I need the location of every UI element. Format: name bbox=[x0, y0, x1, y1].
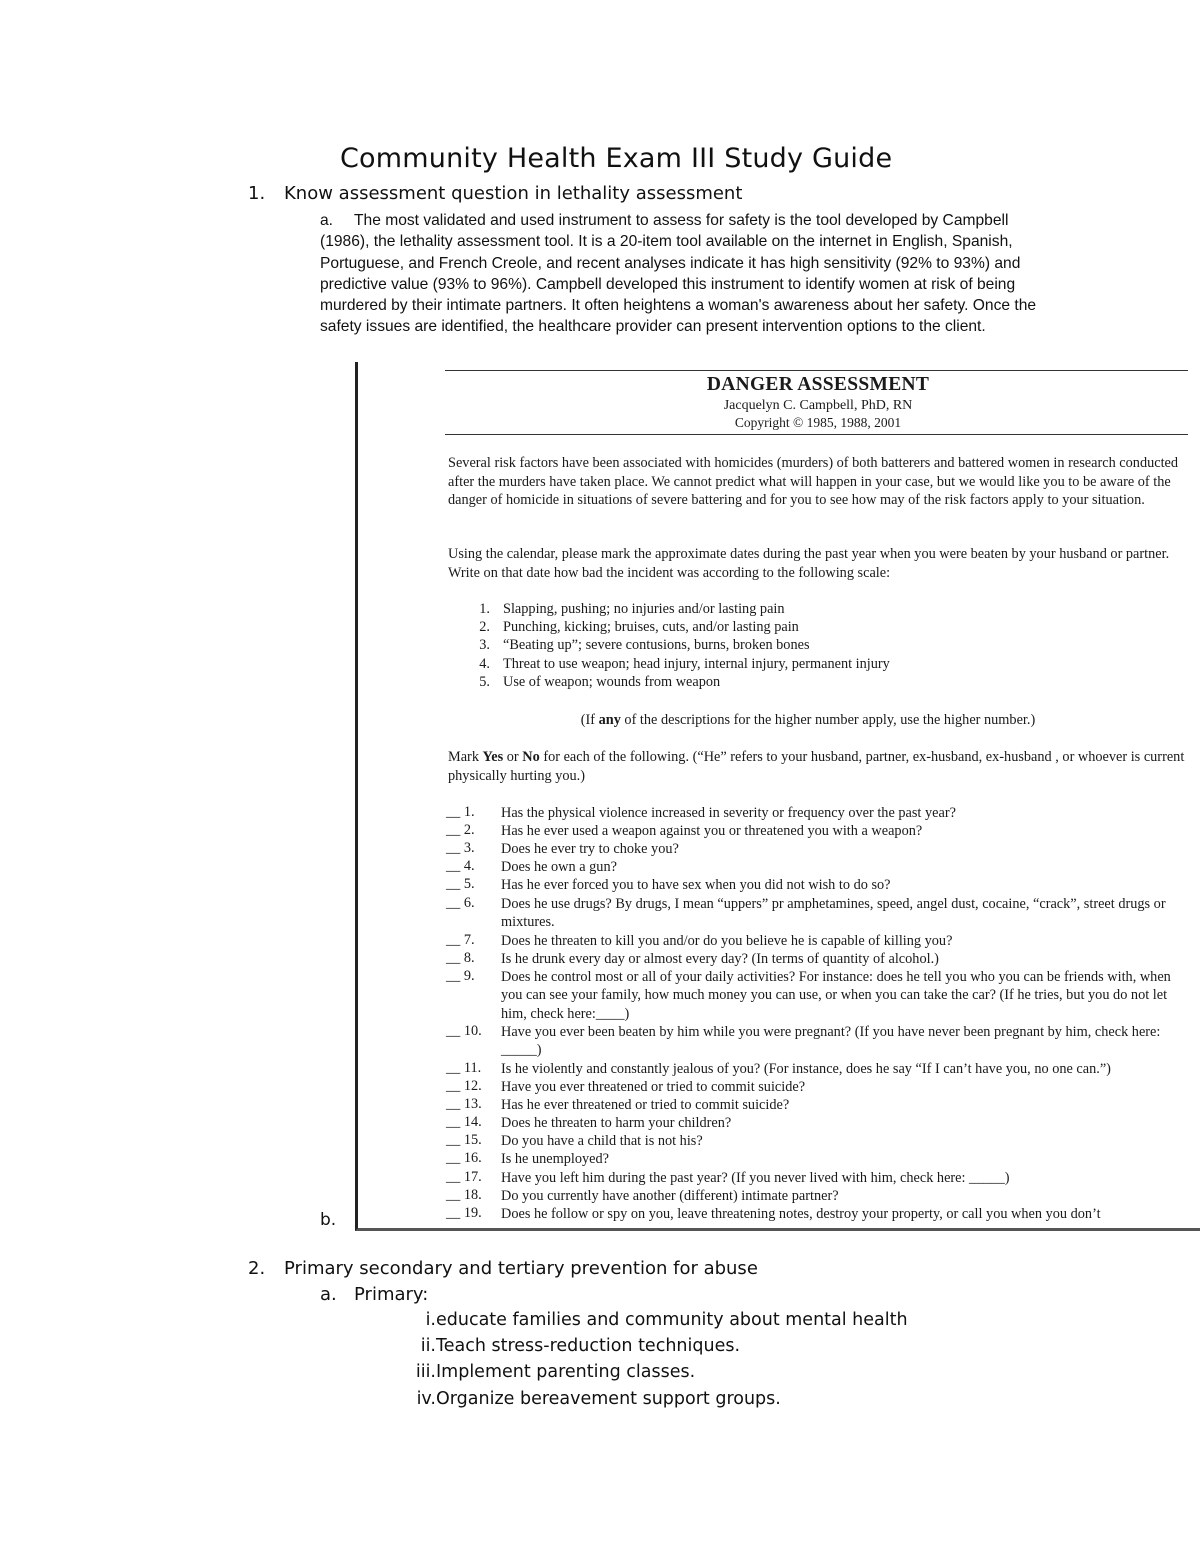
scale-item: 5. Use of weapon; wounds from weapon bbox=[479, 674, 721, 690]
roman-numeral: iii. bbox=[415, 1362, 436, 1382]
da-higher-note: (If any of the descriptions for the higher number apply, use the higher number.) bbox=[580, 712, 1036, 728]
scale-item: 1. Slapping, pushing; no injuries and/or lasting pain bbox=[479, 601, 785, 617]
da-title: DANGER ASSESSMENT bbox=[706, 374, 930, 395]
da-copyright: Copyright © 1985, 1988, 2001 bbox=[734, 415, 902, 430]
scale-item: 2. Punching, kicking; bruises, cuts, and/or lasting pain bbox=[479, 619, 799, 635]
item-a-text: The most validated and used instrument to assess for safety is the tool developed by Campbell (1986), the lethality assessment tool. It is a 20-item tool available on the internet in English, Spanish, Portuguese, and French Creole, and recent analyses indicate it has high sensitivity (92% to 93%) and predictive value (93% to 96%). Campbell developed this instrument to identify women at risk of being murdered by their intimate partners. It often heightens a woman's awareness about her safety. Once the safety issues are identified, the healthcare provider can present intervention options to the client. bbox=[320, 212, 1037, 336]
section-2-item-a-heading: Primary: bbox=[354, 1284, 429, 1305]
top-rule bbox=[445, 370, 1188, 371]
da-calendar-instructions: Using the calendar, please mark the approximate dates during the past year when you were beaten by your husband or partner. Write on that date how bad the incident was according to the following scale: bbox=[448, 546, 1170, 581]
da-author: Jacquelyn C. Campbell, PhD, RN bbox=[723, 398, 913, 413]
prevention-item-text: Implement parenting classes. bbox=[436, 1362, 696, 1382]
scale-item: 4. Threat to use weapon; head injury, internal injury, permanent injury bbox=[479, 656, 890, 672]
section-1-heading: Know assessment question in lethality assessment bbox=[284, 183, 743, 204]
section-1-item-b-label: b. bbox=[320, 1210, 337, 1230]
prevention-item-text: educate families and community about mental health bbox=[436, 1310, 908, 1330]
roman-numeral: iv. bbox=[416, 1389, 436, 1409]
mid-rule bbox=[445, 434, 1188, 435]
prevention-item-text: Teach stress-reduction techniques. bbox=[436, 1336, 741, 1356]
da-intro: Several risk factors have been associated with homicides (murders) of both batterers and battered women in research conducted after the murders have taken place. We cannot predict what will happen in your case, but we would like you to be aware of the danger of homicide in situations of severe battering and for you to see how may of the risk factors apply to your situation. bbox=[448, 455, 1179, 509]
item-a-label: a. bbox=[320, 212, 334, 229]
da-mark-instructions: Mark Yes or No for each of the following. (“He” refers to your husband, partner, ex-husband, ex-husband , or whoever is current physically hurting you.) bbox=[448, 749, 1185, 784]
roman-numeral: ii. bbox=[420, 1336, 436, 1356]
section-1-number: 1. bbox=[248, 183, 266, 204]
scale-item: 3. “Beating up”; severe contusions, burns, broken bones bbox=[479, 637, 810, 653]
danger-assessment-image: DANGER ASSESSMENT Jacquelyn C. Campbell, PhD, RN Copyright © 1985, 1988, 2001 Several risk factors have been associated with homicides (murders) of both batterers and battered women in research conducted after the murders have taken place. We cannot predict what will happen in your case, but we would like you to be aware of the danger of homicide in situations of severe battering and for you to see how may of the risk factors apply to your situation. Using the calendar, please mark the approximate dates during the past year when you were beaten by your husband or partner. Write on that date how bad the incident was according to the following scale: 1. Slapping, pushing; no injuries and/or lasting pain 2. Punching, kicking; bruises, cuts, and/or lasting pain 3. “Beating up”; severe contusions, burns, broken bones 4. Threat to use weapon; head injury, internal injury, permanent injury 5. Use of weapon; wounds from weapon (If any of the descriptions for the higher number apply, use the higher number.) Mark Yes or No for each of the following. (“He” refers to your husband, partner, ex-husband, ex-husband , or whoever is current physically hurting you.) __ 1. Has the physical violence increased in severity or frequency over the past year? __ 2. Has he ever used a weapon against you or threatened you with a weapon? __ 3. Does he ever try to choke you? __ 4. Does he own a gun? __ 5. Has he ever forced you to have sex when you did not wish to do so? __ 6. Does he use drugs? By drugs, I mean “uppers” pr amphetamines, speed, angel dust, cocaine, “crack”, street drugs or mixtures. __ 7. Does he threaten to kill you and/or do you believe he is capable of killing you? __ 8. Is he drunk every day or almost every day? (In terms of quantity of alcohol.) __ 9. Does he control most or all of your daily activities? For instance: does he tell you who you can be friends with, when you can see your family, how much money you can use, or when you can take the car? (If he tries, but you do not let him, check here:____) __ 10. Have you ever been beaten by him while you were pregnant? (If you have never been pregnant by him, check here: _____) __ 11. Is he violently and constantly jealous of you? (For instance, does he say “If I can’t have you, no one can.”) __ 12. Have you ever threatened or tried to commit suicide? __ 13. Has he ever threatened or tried to commit suicide? __ 14. Does he threaten to harm your children? __ 15. Do you have a child that is not his? __ 16. Is he unemployed? __ 17. Have you left him during the past year? (If you never lived with him, check here: _____) __ 18. Do you currently have another (different) intimate partner? __ 19. Does he follow or spy on you, leave threatening notes, destroy your property, or call you when you don’t bbox=[355, 362, 1200, 1231]
section-2-item-a-label: a. bbox=[320, 1284, 337, 1305]
section-2-number: 2. bbox=[248, 1258, 266, 1279]
prevention-item-text: Organize bereavement support groups. bbox=[436, 1389, 781, 1409]
page-title: Community Health Exam III Study Guide bbox=[340, 143, 893, 174]
section-2-heading: Primary secondary and tertiary prevention for abuse bbox=[284, 1258, 758, 1279]
roman-numeral: i. bbox=[425, 1310, 436, 1330]
section-1-item-a bbox=[320, 210, 1060, 338]
